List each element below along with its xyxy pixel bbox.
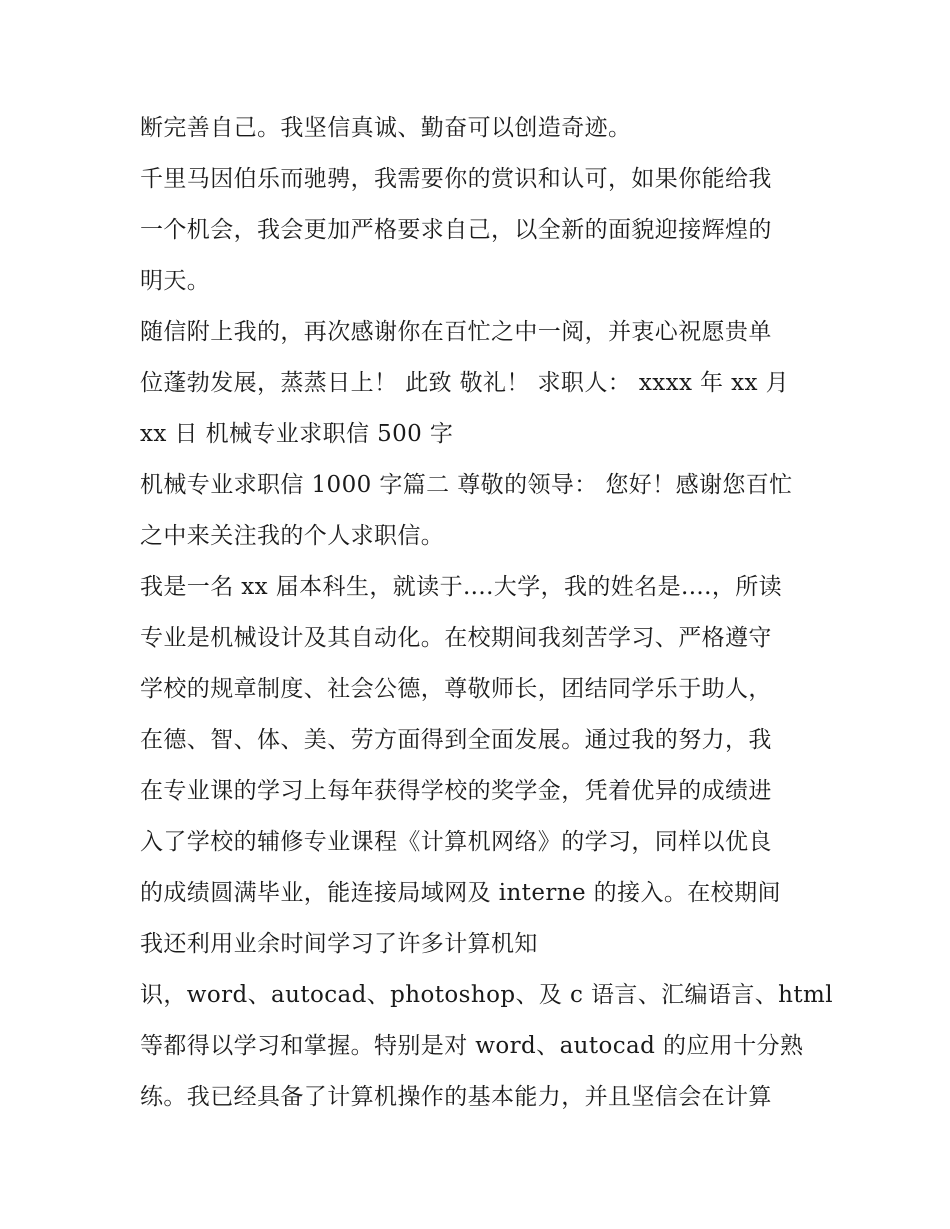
text-line: 等都得以学习和掌握。特别是对 word、autocad 的应用十分熟: [140, 1033, 804, 1059]
document-body: [140, 103, 833, 1123]
text-line: 入了学校的辅修专业课程《计算机网络》的学习，同样以优良: [140, 829, 772, 855]
text-line: 随信附上我的，再次感谢你在百忙之中一阅，并衷心祝愿贵单: [140, 319, 772, 345]
text-line: 我还利用业余时间学习了许多计算机知: [140, 931, 538, 957]
text-line: 在专业课的学习上每年获得学校的奖学金，凭着优异的成绩进: [140, 778, 772, 804]
text-line: 机械专业求职信 1000 字篇二 尊敬的领导： 您好！感谢您百忙: [140, 472, 793, 498]
text-line: 专业是机械设计及其自动化。在校期间我刻苦学习、严格遵守: [140, 625, 772, 651]
text-line: 断完善自己。我坚信真诚、勤奋可以创造奇迹。: [140, 115, 632, 141]
text-line: 位蓬勃发展，蒸蒸日上！ 此致 敬礼！ 求职人： xxxx 年 xx 月: [140, 370, 790, 396]
text-line: 我是一名 xx 届本科生，就读于....大学，我的姓名是....，所读: [140, 574, 783, 600]
text-line: 之中来关注我的个人求职信。: [140, 523, 445, 549]
text-line: xx 日 机械专业求职信 500 字: [140, 421, 454, 447]
text-line: 识，word、autocad、photoshop、及 c 语言、汇编语言、html: [140, 982, 833, 1008]
text-line: 明天。: [140, 268, 211, 294]
text-line: 练。我已经具备了计算机操作的基本能力，并且坚信会在计算: [140, 1084, 772, 1110]
text-line: 千里马因伯乐而驰骋，我需要你的赏识和认可，如果你能给我: [140, 166, 772, 192]
text-line: 的成绩圆满毕业，能连接局域网及 interne 的接入。在校期间: [140, 880, 781, 906]
text-line: 一个机会，我会更加严格要求自己，以全新的面貌迎接辉煌的: [140, 217, 772, 243]
text-line: 学校的规章制度、社会公德，尊敬师长，团结同学乐于助人，: [140, 676, 772, 702]
text-line: 在德、智、体、美、劳方面得到全面发展。通过我的努力，我: [140, 727, 772, 753]
